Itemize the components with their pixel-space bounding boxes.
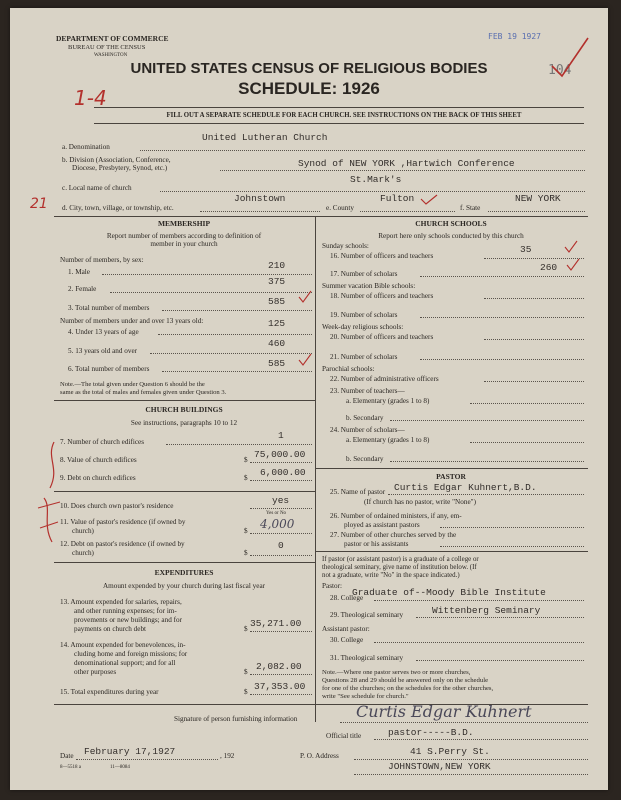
dollar-sign: $ <box>244 625 248 633</box>
residence-owned-value: yes <box>272 495 290 506</box>
official-title-label: Official title <box>326 732 362 740</box>
college-value: Graduate of--Moody Bible Institute <box>352 587 546 598</box>
assistant-pastor-label: Assistant pastor: <box>322 625 370 633</box>
sex-label: Number of members, by sex: <box>60 256 144 264</box>
summer-scholars-label: 19. Number of scholars <box>330 311 398 319</box>
total-members-value-2: 585 <box>268 358 286 369</box>
summer-label: Summer vacation Bible schools: <box>322 282 416 290</box>
red-margin-note-side: 21 <box>30 196 48 212</box>
benevolences-label-2: cluding home and foreign missions; for <box>74 650 188 658</box>
other-churches-label-2: pastor or his assistants <box>344 540 409 548</box>
red-check-mark <box>566 258 580 272</box>
membership-heading: MEMBERSHIP <box>157 219 211 228</box>
under-13-value: 125 <box>268 318 286 329</box>
denomination-label: a. Denomination <box>62 143 110 151</box>
pastor-name-label: 25. Name of pastor <box>330 488 386 496</box>
schedule-number: 104 <box>548 63 572 78</box>
dollar-sign: $ <box>244 688 248 696</box>
schools-heading: CHURCH SCHOOLS <box>415 219 487 228</box>
pastor-note-4: write "See schedule for church." <box>322 693 409 700</box>
pastor-note-2: Questions 28 and 29 should be answered only on the schedule <box>322 677 489 684</box>
edifices-label: 7. Number of church edifices <box>60 438 145 446</box>
weekday-scholars-label: 21. Number of scholars <box>330 353 398 361</box>
total-expenditures-label: 15. Total expenditures during year <box>60 688 159 696</box>
received-date-stamp: FEB 19 1927 <box>488 32 541 41</box>
edifice-value-label: 8. Value of church edifices <box>60 456 137 464</box>
form-number-1: 8—5518 a <box>60 765 81 770</box>
college-label: 28. College <box>330 594 364 602</box>
seminary-value: Wittenberg Seminary <box>432 605 541 616</box>
signature-label: Signature of person furnishing information <box>174 715 298 723</box>
graduate-instruction-2: theological seminary, give name of institution below. (If <box>322 564 477 571</box>
membership-note-2: same as the total of males and females given under Question 3. <box>60 389 227 396</box>
assistant-ministers-label-1: 26. Number of ordained ministers, if any, em- <box>330 512 462 520</box>
pastor-name-value: Curtis Edgar Kuhnert,B.D. <box>394 482 537 493</box>
red-check-mark <box>420 194 438 206</box>
residence-owned-label: 10. Does church own pastor's residence <box>60 502 174 510</box>
assistant-college-label: 30. College <box>330 636 364 644</box>
expenditures-sub: Amount expended by your church during last fiscal year <box>102 582 266 590</box>
edifice-debt-label: 9. Debt on church edifices <box>60 474 136 482</box>
benevolences-label-4: other purposes <box>74 668 117 676</box>
county-label: e. County <box>326 204 354 212</box>
other-churches-label-1: 27. Number of other churches served by the <box>330 531 457 539</box>
total-members-label-2: 6. Total number of members <box>68 365 150 373</box>
scholars-secondary-label: b. Secondary <box>346 455 384 463</box>
over-13-value: 460 <box>268 338 286 349</box>
red-margin-note-top: 1-4 <box>74 86 107 110</box>
benevolences-label-3: denominational support; and for all <box>74 659 176 667</box>
under-13-label: 4. Under 13 years of age <box>68 328 139 336</box>
form-title: UNITED STATES CENSUS OF RELIGIOUS BODIES <box>130 60 488 77</box>
weekday-label: Week-day religious schools: <box>322 323 404 331</box>
official-title-value: pastor-----B.D. <box>388 727 474 738</box>
red-margin-calculations <box>34 438 64 548</box>
assistant-seminary-label: 31. Theological seminary <box>330 654 404 662</box>
department-label: DEPARTMENT OF COMMERCE <box>56 34 169 43</box>
teachers-label: 23. Number of teachers— <box>330 387 405 395</box>
denomination-value: United Lutheran Church <box>202 132 328 143</box>
total-members-label-1: 3. Total number of members <box>68 304 150 312</box>
state-label: f. State <box>460 204 481 212</box>
dollar-sign: $ <box>244 527 248 535</box>
expenditures-heading: EXPENDITURES <box>154 568 214 577</box>
graduate-instruction-1: If pastor (or assistant pastor) is a graduate of a college or <box>322 556 479 563</box>
running-expenses-label-2: and other running expenses; for im- <box>74 607 177 615</box>
state-value: NEW YORK <box>515 193 561 204</box>
male-value: 210 <box>268 260 286 271</box>
pastor-note-1: Note.—Where one pastor serves two or more churches, <box>322 669 471 676</box>
dollar-sign: $ <box>244 474 248 482</box>
scholars-elementary-label: a. Elementary (grades 1 to 8) <box>346 436 430 444</box>
age-label: Number of members under and over 13 years old: <box>60 317 204 325</box>
total-expenditures-value: 37,353.00 <box>254 681 306 692</box>
running-expenses-value: 35,271.00 <box>250 618 302 629</box>
male-label: 1. Male <box>68 268 90 276</box>
dollar-sign: $ <box>244 456 248 464</box>
division-label-2: Diocese, Presbytery, Synod, etc.) <box>72 164 168 172</box>
sunday-officers-value: 35 <box>520 244 532 255</box>
yes-no-hint: Yes or No <box>266 511 287 516</box>
schedule-title: SCHEDULE: 1926 <box>238 79 380 98</box>
buildings-heading: CHURCH BUILDINGS <box>145 405 223 414</box>
form-number-2: 11—8084 <box>110 765 130 770</box>
assistant-ministers-label-2: ployed as assistant pastors <box>344 521 420 529</box>
sunday-scholars-label: 17. Number of scholars <box>330 270 398 278</box>
red-check-mark <box>564 240 578 254</box>
sunday-scholars-value: 260 <box>540 262 558 273</box>
running-expenses-label-1: 13. Amount expended for salaries, repairs, <box>60 598 182 606</box>
instruction-line: FILL OUT A SEPARATE SCHEDULE FOR EACH CHURCH. SEE INSTRUCTIONS ON THE BACK OF THIS SHEET <box>166 112 522 119</box>
seminary-label: 29. Theological seminary <box>330 611 404 619</box>
division-value: Synod of NEW YORK ,Hartwich Conference <box>298 158 515 169</box>
church-name-value: St.Mark's <box>350 174 402 185</box>
signature: Curtis Edgar Kuhnert <box>356 702 532 721</box>
census-schedule-page <box>10 8 608 790</box>
schools-sub: Report here only schools conducted by this church <box>378 232 524 240</box>
date-label: Date <box>60 752 74 760</box>
teachers-secondary-label: b. Secondary <box>346 414 384 422</box>
pastor-heading: PASTOR <box>436 472 466 481</box>
residence-debt-value: 0 <box>278 540 284 551</box>
division-label-1: b. Division (Association, Conference, <box>62 156 171 164</box>
residence-debt-label-1: 12. Debt on pastor's residence (if owned by <box>60 540 185 548</box>
running-expenses-label-3: provements or new buildings; and for <box>74 616 182 624</box>
red-check-mark <box>298 290 312 304</box>
female-value: 375 <box>268 276 286 287</box>
residence-value-label-2: church) <box>72 527 94 535</box>
benevolences-value: 2,082.00 <box>256 661 302 672</box>
scholars-label: 24. Number of scholars— <box>330 426 405 434</box>
residence-value-label-1: 11. Value of pastor's residence (if owned by <box>60 518 186 526</box>
dollar-sign: $ <box>244 549 248 557</box>
summer-officers-label: 18. Number of officers and teachers <box>330 292 434 300</box>
female-label: 2. Female <box>68 285 97 293</box>
total-members-value-1: 585 <box>268 296 286 307</box>
edifice-debt-value: 6,000.00 <box>260 467 306 478</box>
sunday-officers-label: 16. Number of officers and teachers <box>330 252 434 260</box>
teachers-elementary-label: a. Elementary (grades 1 to 8) <box>346 397 430 405</box>
edifices-value: 1 <box>278 430 284 441</box>
date-suffix: , 192 <box>220 752 235 760</box>
county-value: Fulton <box>380 193 415 204</box>
benevolences-label-1: 14. Amount expended for benevolences, in- <box>60 641 186 649</box>
pastor-name-hint: (If church has no pastor, write "None") <box>364 498 476 506</box>
city-value: Johnstown <box>234 193 286 204</box>
dollar-sign: $ <box>244 668 248 676</box>
buildings-sub: See instructions, paragraphs 10 to 12 <box>130 419 238 427</box>
pastor-sub-label: Pastor: <box>322 582 342 590</box>
church-name-label: c. Local name of church <box>62 184 132 192</box>
residence-debt-label-2: church) <box>72 549 94 557</box>
graduate-instruction-3: not a graduate, write "No" in the space indicated.) <box>322 572 460 579</box>
weekday-officers-label: 20. Number of officers and teachers <box>330 333 434 341</box>
date-value: February 17,1927 <box>84 746 176 757</box>
parochial-label: Parochial schools: <box>322 365 375 373</box>
city-field-label: d. City, town, village, or township, etc. <box>62 204 174 212</box>
address-label: P. O. Address <box>300 752 339 760</box>
residence-value: 4,000 <box>260 517 295 531</box>
sunday-label: Sunday schools: <box>322 242 369 250</box>
edifice-value: 75,000.00 <box>254 449 306 460</box>
running-expenses-label-4: payments on church debt <box>74 625 147 633</box>
over-13-label: 5. 13 years old and over <box>68 347 138 355</box>
membership-intro-2: member in your church <box>150 240 218 248</box>
pastor-note-3: for one of the churches; on the schedules for the other churches, <box>322 685 494 692</box>
membership-note-1: Note.—The total given under Question 6 should be the <box>60 381 205 388</box>
address-line-1: 41 S.Perry St. <box>410 746 490 757</box>
admin-officers-label: 22. Number of administrative officers <box>330 375 439 383</box>
address-line-2: JOHNSTOWN,NEW YORK <box>388 761 491 772</box>
red-check-mark <box>298 353 312 367</box>
city-label: WASHINGTON <box>94 53 128 58</box>
membership-intro-1: Report number of members according to definition of <box>106 232 262 240</box>
bureau-label: BUREAU OF THE CENSUS <box>68 44 146 51</box>
